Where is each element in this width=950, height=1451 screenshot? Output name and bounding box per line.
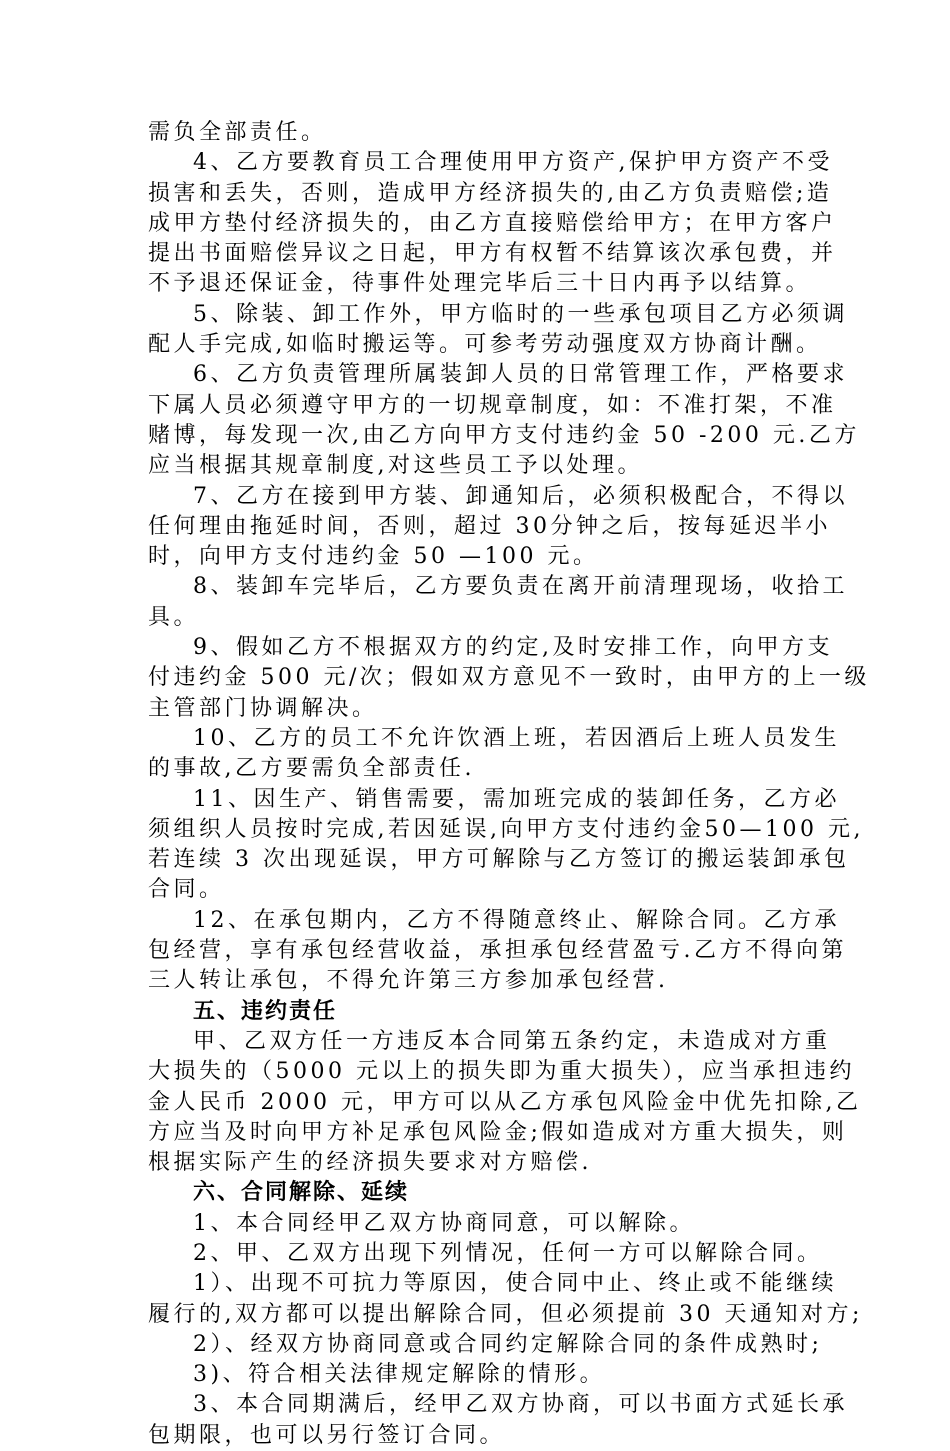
text-line: 损害和丢失，否则，造成甲方经济损失的,由乙方负责赔偿;造 bbox=[148, 180, 833, 206]
text-line: 大损失的（5000 元以上的损失即为重大损失），应当承担违约 bbox=[148, 1059, 855, 1085]
text-line: 金人民币 2000 元，甲方可以从乙方承包风险金中优先扣除,乙 bbox=[148, 1089, 862, 1115]
text-line: 3、本合同期满后，经甲乙双方协商，可以书面方式延长承 bbox=[193, 1392, 848, 1418]
text-line: 提出书面赔偿异议之日起，甲方有权暂不结算该次承包费，并 bbox=[148, 241, 837, 267]
text-line: 5、除装、卸工作外，甲方临时的一些承包项目乙方必须调 bbox=[193, 301, 848, 327]
text-line: 2）、经双方协商同意或合同约定解除合同的条件成熟时; bbox=[193, 1331, 823, 1357]
text-line: 任何理由拖延时间，否则，超过 30分钟之后，按每延迟半小 bbox=[148, 513, 831, 539]
text-line: 6、乙方负责管理所属装卸人员的日常管理工作，严格要求 bbox=[193, 362, 848, 388]
text-line: 若连续 3 次出现延误，甲方可解除与乙方签订的搬运装卸承包 bbox=[148, 847, 850, 873]
text-line: 7、乙方在接到甲方装、卸通知后，必须积极配合，不得以 bbox=[193, 483, 848, 509]
text-line: 10、乙方的员工不允许饮酒上班，若因酒后上班人员发生 bbox=[193, 725, 840, 751]
text-line: 12、在承包期内，乙方不得随意终止、解除合同。乙方承 bbox=[193, 907, 840, 933]
text-line: 配人手完成,如临时搬运等。可参考劳动强度双方协商计酬。 bbox=[148, 332, 822, 358]
text-line: 8、装卸车完毕后，乙方要负责在离开前清理现场，收拾工 bbox=[193, 574, 848, 600]
document-body bbox=[148, 118, 870, 1451]
text-line: 须组织人员按时完成,若因延误,向甲方支付违约金50—100 元, bbox=[148, 816, 864, 842]
text-line: 3)、符合相关法律规定解除的情形。 bbox=[193, 1362, 606, 1388]
text-line: 需负全部责任。 bbox=[148, 120, 327, 145]
text-line: 的事故,乙方要需负全部责任. bbox=[148, 756, 475, 782]
text-line: 11、因生产、销售需要，需加班完成的装卸任务，乙方必 bbox=[193, 786, 840, 812]
section-heading: 六、合同解除、延续 bbox=[193, 1180, 410, 1206]
text-line: 主管部门协调解决。 bbox=[148, 695, 378, 721]
text-line: 4、乙方要教育员工合理使用甲方资产,保护甲方资产不受 bbox=[193, 150, 833, 176]
text-line: 赌博，每发现一次,由乙方向甲方支付违约金 50 -200 元.乙方 bbox=[148, 422, 860, 448]
text-line: 根据实际产生的经济损失要求对方赔偿. bbox=[148, 1150, 592, 1176]
text-line: 应当根据其规章制度,对这些员工予以处理。 bbox=[148, 453, 643, 479]
text-line: 包期限，也可以另行签订合同。 bbox=[148, 1422, 506, 1448]
text-line: 甲、乙双方任一方违反本合同第五条约定，未造成对方重 bbox=[193, 1028, 831, 1054]
text-line: 9、假如乙方不根据双方的约定,及时安排工作，向甲方支 bbox=[193, 635, 833, 661]
text-line: 包经营，享有承包经营收益，承担承包经营盈亏.乙方不得向第 bbox=[148, 938, 847, 964]
text-line: 1）、出现不可抗力等原因，使合同中止、终止或不能继续 bbox=[193, 1271, 837, 1297]
section-heading: 五、违约责任 bbox=[193, 998, 338, 1024]
text-line: 方应当及时向甲方补足承包风险金;假如造成对方重大损失，则 bbox=[148, 1119, 848, 1145]
text-line: 三人转让承包，不得允许第三方参加承包经营. bbox=[148, 968, 669, 994]
text-line: 1、本合同经甲乙双方协商同意，可以解除。 bbox=[193, 1210, 695, 1236]
text-line: 履行的,双方都可以提出解除合同，但必须提前 30 天通知对方; bbox=[148, 1301, 863, 1327]
text-line: 2、甲、乙双方出现下列情况，任何一方可以解除合同。 bbox=[193, 1240, 823, 1266]
text-line: 下属人员必须遵守甲方的一切规章制度，如：不准打架，不准 bbox=[148, 392, 837, 418]
text-line: 成甲方垫付经济损失的，由乙方直接赔偿给甲方；在甲方客户 bbox=[148, 210, 837, 236]
text-line: 不予退还保证金，待事件处理完毕后三十日内再予以结算。 bbox=[148, 271, 812, 297]
text-line: 具。 bbox=[148, 604, 200, 630]
text-line: 付违约金 500 元/次；假如双方意见不一致时，由甲方的上一级 bbox=[148, 665, 870, 691]
text-line: 合同。 bbox=[148, 877, 225, 903]
text-line: 时，向甲方支付违约金 50 —100 元。 bbox=[148, 544, 599, 570]
